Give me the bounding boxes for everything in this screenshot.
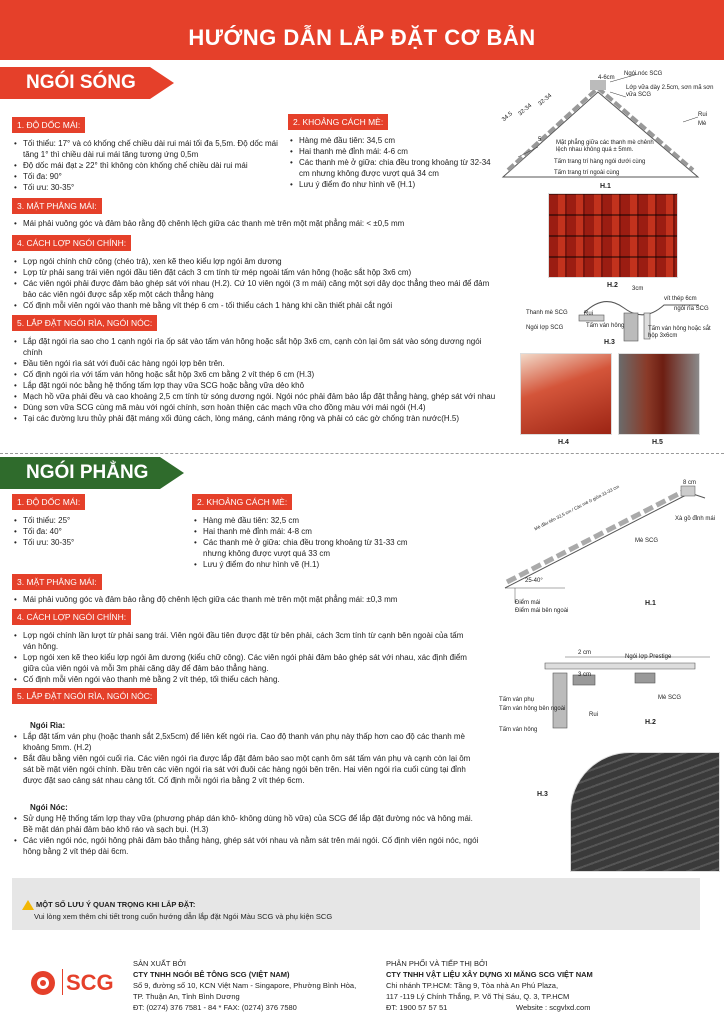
list-item: • Lắp đặt ngói nóc bằng hệ thống tấm lợp thay vữa SCG hoặc bằng vữa dẻo khô	[12, 380, 500, 391]
list-item: • Độ dốc mái đạt ≥ 22° thì không còn khống chế chiều dài rui mái	[12, 160, 282, 171]
page-banner	[0, 0, 724, 60]
s1-diagram-h3	[524, 283, 720, 348]
list-item: • Các thanh mè ở giữa: chia đều trong khoảng từ 32-34 cm nhưng không được vượt quá 34 cm	[288, 157, 493, 179]
list-item: • Hai thanh mè đỉnh mái: 4-6 cm	[288, 146, 493, 157]
s1-plane-list	[12, 218, 512, 229]
fig-label-h2: H.2	[607, 282, 618, 289]
scg-logo	[30, 965, 130, 1005]
lbl-prestige: Ngói lợp Prestige	[625, 654, 672, 660]
footer-distributor	[386, 958, 716, 1013]
section-heading-ngoi-phang: NGÓI PHẲNG	[0, 457, 160, 489]
list-item: • Dùng sơn vữa SCG cùng mã màu với ngói chính, sơn hoàn thiện các mạch vữa cho đồng màu với mái ngói (H.4)	[12, 402, 500, 413]
list-item: • Mạch hồ vữa phải đều và cao khoảng 2,5 cm tính từ sóng dương ngói. Ngói nóc phải đảm bảo lắp đặt thẳng hàng, ghép sát với nhau	[12, 391, 500, 402]
s2-slope-block	[12, 492, 182, 548]
lbl-dim-32-34-b: 32-34	[537, 92, 554, 108]
page-title: HƯỚNG DẪN LẮP ĐẶT CƠ BẢN	[188, 25, 536, 50]
lbl-3cm-b: 3 cm	[578, 672, 592, 678]
distributor-line-3: ĐT: 1900 57 57 51 Website : scgvlxd.com	[386, 1003, 591, 1012]
producer-company: CTY TNHH NGÓI BÊ TÔNG SCG (VIỆT NAM)	[133, 970, 290, 979]
producer-line-3: ĐT: (0274) 376 7581 - 84 * FAX: (0274) 376 7580	[133, 1003, 297, 1012]
lbl-me-scg-2: Mè SCG	[658, 695, 682, 701]
s2-diagram-h1	[495, 478, 720, 613]
s1-slope-block	[12, 115, 282, 193]
s1-spacing-label: 2. KHOẢNG CÁCH MÈ:	[288, 114, 388, 130]
s2-spacing-block	[192, 492, 422, 570]
s2-slope-label: 1. ĐỘ DỐC MÁI:	[12, 494, 85, 510]
list-item: • Lợp ngói xen kẽ theo kiểu lợp ngói âm dương (kiểu chữ công). Các viên ngói phải đảm bảo ghép sát với nhau, xác định điểm giữa của viên ngói và mỗi 3m phải căng dây để đảm bảo thẳng hàng.	[12, 652, 477, 674]
note-text: Vui lòng xem thêm chi tiết trong cuốn hướng dẫn lắp đặt Ngói Màu SCG và phụ kiện SCG	[34, 912, 333, 921]
producer-line-1: Số 9, đường số 10, KCN Việt Nam - Singapore, Phường Bình Hòa,	[133, 981, 357, 990]
list-item: • Lợp từ phải sang trái viên ngói đầu tiên đặt cách 3 cm tính từ mép ngoài tấm ván hông (hoặc sắt hộp 3x6 cm)	[12, 267, 497, 278]
s1-edge-label: 5. LẮP ĐẶT NGÓI RÌA, NGÓI NÓC:	[12, 315, 157, 331]
producer-line-2: TP. Thuận An, Tỉnh Bình Dương	[133, 992, 240, 1001]
list-item: • Bắt đầu bằng viên ngói cuối rìa. Các viên ngói rìa được lắp đặt đảm bảo sao một cạnh ôm sát tấm ván phụ và cạnh còn lại ôm sát bề mặt viên ngói chính. Đầu trên các viên ngói rìa sát với đuôi các hàng ngói bên trên. Hai viên ngói rìa cuối cùng tại đỉnh được đặt sao cảng sát nhau càng tốt. Cố định mỗi ngói rìa bằng 2 vít thép 6cm.	[12, 753, 482, 786]
producer-label: SẢN XUẤT BỞI	[133, 959, 186, 968]
lbl-batten: Thanh mè SCG	[526, 310, 568, 316]
list-item: • Hàng mè đầu tiên: 32,5 cm	[192, 515, 422, 526]
s1-laying-block	[12, 233, 497, 311]
lbl-ridge-beam: Xà gồ đỉnh mái	[675, 516, 716, 522]
s2-laying-block	[12, 607, 477, 685]
list-item: • Lưu ý điểm đo như hình vẽ (H.1)	[288, 179, 493, 190]
footer-producer	[133, 958, 373, 1013]
s2-photo-h3	[570, 752, 720, 872]
s2-edge-label: 5. LẮP ĐẶT NGÓI RÌA, NGÓI NÓC:	[12, 688, 157, 704]
fig-label-s2-h3: H.3	[537, 791, 548, 798]
s1-slope-label: 1. ĐỘ DỐC MÁI:	[12, 117, 85, 133]
s2-plane-block	[12, 572, 492, 605]
s2-plane-label: 3. MẶT PHẲNG MÁI:	[12, 574, 102, 590]
flat-edge-detail-illustration	[495, 643, 720, 733]
lbl-5: 5	[538, 137, 542, 143]
distributor-line-2: 117 -119 Lý Chính Thắng, P. Võ Thị Sáu, Q. 3, TP.HCM	[386, 992, 570, 1001]
s2-spacing-label: 2. KHOẢNG CÁCH MÈ:	[192, 494, 292, 510]
fig-label-s2-h2: H.2	[645, 719, 656, 726]
s2-ridge-title: Ngói Nóc:	[30, 803, 68, 812]
list-item: • Lợp ngói chính lần lượt từ phải sang trái. Viên ngói đầu tiên được đặt từ bên phải, cách 3cm tính từ cạnh bên ngoài của tấm ván hông.	[12, 630, 477, 652]
lbl-3cm: 3cm	[632, 286, 644, 292]
s1-edge-list	[12, 336, 500, 424]
lbl-4-6cm: 4-6cm	[598, 75, 615, 81]
list-item: • Sử dụng Hệ thống tấm lợp thay vữa (phương pháp dán khô- không dùng hồ vữa) của SCG để lắp đặt đường nóc và hông mái. Bề mặt dán phải đảm bảo khô ráo và sạch bụi. (H.3)	[12, 813, 482, 835]
scg-logo-text: SCG	[66, 970, 114, 995]
list-item: • Tối thiểu: 25°	[12, 515, 182, 526]
lbl-screw: vít thép 6cm	[664, 296, 697, 302]
lbl-8cm: 8 cm	[683, 480, 697, 486]
s1-plane-label: 3. MẶT PHẲNG MÁI:	[12, 198, 102, 214]
note-title: MỘT SỐ LƯU Ý QUAN TRỌNG KHI LẮP ĐẶT:	[36, 900, 196, 909]
s2-diagram-h2	[495, 643, 720, 733]
section-heading-ngoi-song: NGÓI SÓNG	[0, 67, 150, 99]
list-item: • Các viên ngói nóc, ngói hông phải đảm bảo thẳng hàng, ghép sát với nhau và nằm sát trên mái ngói. Cố định viên ngói nóc, ngói hông bằng 2 vít thép dài 6cm.	[12, 835, 482, 857]
lbl-me: Mè	[698, 121, 707, 127]
lbl-rui: Rui	[698, 112, 708, 118]
s2-spacing-list	[192, 515, 422, 570]
list-item: • Mái phải vuông góc và đảm bảo rằng độ chênh lệch giữa các thanh mè trên một mặt phẳng mái: ±0,3 mm	[12, 594, 492, 605]
list-item: • Lưu ý điểm đo như hình vẽ (H.1)	[192, 559, 422, 570]
list-item: • Cố định mỗi viên ngói vào thanh mè bằng 2 vít thép, tối thiểu cách hàng.	[12, 674, 477, 685]
fig-label-h5: H.5	[652, 439, 663, 446]
distributor-line-1: Chi nhánh TP.HCM: Tầng 9, Tòa nhà An Phú Plaza,	[386, 981, 559, 990]
s2-slope-list	[12, 515, 182, 548]
lbl-eave-2: Điểm mái bên ngoài	[515, 608, 569, 614]
lbl-aux: Tấm ván phụ	[499, 697, 535, 703]
section-divider	[0, 453, 724, 454]
distributor-label: PHÂN PHỐI VÀ TIẾP THỊ BỞI	[386, 959, 488, 968]
s1-laying-label: 4. CÁCH LỢP NGÓI CHÍNH:	[12, 235, 131, 251]
s2-edge-list	[12, 731, 482, 786]
s1-photo-h5	[618, 353, 700, 435]
lbl-mortar: Lớp vữa dày 2.5cm, sơn mã sơn vữa SCG	[626, 85, 714, 98]
list-item: • Mái phải vuông góc và đảm bảo rằng độ chênh lệch giữa các thanh mè trên một mặt phẳng mái: < ±0,5 mm	[12, 218, 512, 229]
list-item: • Lợp ngói chính chữ công (chéo trả), xen kẽ theo kiểu lợp ngói âm dương	[12, 256, 497, 267]
list-item: • Hai thanh mè đỉnh mái: 4-8 cm	[192, 526, 422, 537]
distributor-company: CTY TNHH VẬT LIỆU XÂY DỰNG XI MĂNG SCG VIỆT NAM	[386, 970, 593, 979]
lbl-dim-32-34-a: 32-34	[517, 102, 534, 118]
list-item: • Hàng mè đầu tiên: 34,5 cm	[288, 135, 493, 146]
important-notes-box	[12, 878, 700, 930]
lbl-me-scg: Mè SCG	[635, 538, 659, 544]
lbl-span: Mè đầu tiên 32,5 cm / Các mè ở giữa 31-33 cm	[533, 483, 620, 532]
lbl-edge-tile: ngói rìa SCG	[674, 306, 709, 312]
list-item: • Các thanh mè ở giữa: chia đều trong khoảng từ 31-33 cm nhưng không được vượt quá 33 cm	[192, 537, 422, 559]
flat-roof-section-illustration	[495, 478, 720, 613]
s1-plane-block	[12, 196, 512, 229]
website-link[interactable]: Website : scgvlxd.com	[516, 1003, 591, 1012]
lbl-main-tile: Ngói lợp SCG	[526, 325, 564, 331]
s2-ridge-list	[12, 813, 482, 857]
fig-label-h3: H.3	[604, 339, 615, 346]
lbl-side-plank-2: Tấm ván hông hoặc sắt hộp 3x6cm	[648, 326, 711, 339]
lbl-eave: Điểm mái	[515, 600, 541, 606]
fig-label-h4: H.4	[558, 439, 569, 446]
lbl-angle: 25-40°	[525, 578, 543, 584]
list-item: • Tối đa: 40°	[12, 526, 182, 537]
s2-edge-block	[12, 686, 482, 857]
lbl-plank-under: Tấm trang trí hàng ngói dưới cùng	[554, 159, 646, 165]
fig-label-s2-h1: H.1	[645, 600, 656, 607]
list-item: • Tối đa: 90°	[12, 171, 282, 182]
list-item: • Tại các đường lưu thủy phải đặt máng xối đúng cách, lòng máng, cánh máng rộng và phải có các gờ chống tràn nước(H.5)	[12, 413, 500, 424]
s1-edge-block	[12, 313, 500, 424]
s1-tile-photo-h2	[548, 193, 678, 278]
lbl-plane-note: Mặt phẳng giữa các thanh mè chênh lệch nhau không quá ± 5mm.	[556, 140, 654, 153]
list-item: • Lắp đặt ngói rìa sao cho 1 cạnh ngói rìa ốp sát vào tấm ván hông hoặc sắt hộp 3x6 cm, cạnh còn lại ôm sát vào sóng dương ngói chính	[12, 336, 500, 358]
list-item: • Cố định ngói rìa với tấm ván hông hoặc sắt hộp 3x6 cm bằng 2 vít thép 6 cm (H.3)	[12, 369, 500, 380]
list-item: • Các viên ngói phải được đảm bảo ghép sát với nhau (H.2). Cứ 10 viên ngói (3 m mái) căng một sợi dây dọc thẳng theo mái để đảm bảo các viên ngói được sắp xếp một cách thẳng hàng	[12, 278, 497, 300]
list-item: • Lắp đặt tấm ván phụ (hoặc thanh sắt 2,5x5cm) để liên kết ngói rìa. Cao độ thanh ván phụ này thấp hơn cao độ các thanh mè khoảng 5mm. (H.2)	[12, 731, 482, 753]
lbl-ridge: Ngói nóc SCG	[624, 71, 663, 77]
warning-icon	[22, 900, 34, 910]
fig-label-h1: H.1	[600, 183, 611, 190]
lbl-plank-out: Tấm trang trí ngoài cùng	[554, 170, 620, 176]
lbl-2cm: 2 cm	[578, 650, 592, 656]
list-item: • Tối ưu: 30-35°	[12, 182, 282, 193]
scg-emblem-icon	[30, 968, 56, 998]
s2-edge-title: Ngói Rìa:	[30, 721, 66, 730]
s1-slope-list	[12, 138, 282, 193]
s2-plane-list	[12, 594, 492, 605]
s1-spacing-list	[288, 135, 493, 190]
s1-photo-h4	[520, 353, 612, 435]
s1-spacing-block	[288, 112, 493, 190]
lbl-aux-2: Tấm ván hông bên ngoài	[499, 706, 566, 712]
lbl-rui-2: Rui	[584, 311, 594, 317]
s1-diagram-h1	[498, 62, 720, 197]
list-item: • Tối thiểu: 17° và có khống chế chiều dài rui mái tối đa 5,5m. Độ dốc mái tăng 1° thì chiều dài rui mái tăng tương ứng 0,5m	[12, 138, 282, 160]
lbl-dim-34-5: 34.5	[501, 111, 514, 124]
s1-laying-list	[12, 256, 497, 311]
s2-laying-label: 4. CÁCH LỢP NGÓI CHÍNH:	[12, 609, 131, 625]
lbl-side-s2: Tấm ván hông	[499, 727, 538, 733]
lbl-rui-s2: Rui	[589, 712, 599, 718]
list-item: • Đầu tiên ngói rìa sát với đuôi các hàng ngói lợp bên trên.	[12, 358, 500, 369]
s2-laying-list	[12, 630, 477, 685]
list-item: • Cố định mỗi viên ngói vào thanh mè bằng vít thép 6 cm - tối thiểu cách 1 hàng khi cần thiết phải cắt ngói	[12, 300, 497, 311]
list-item: • Tối ưu: 30-35°	[12, 537, 182, 548]
lbl-side-plank: Tấm ván hông	[586, 323, 625, 329]
